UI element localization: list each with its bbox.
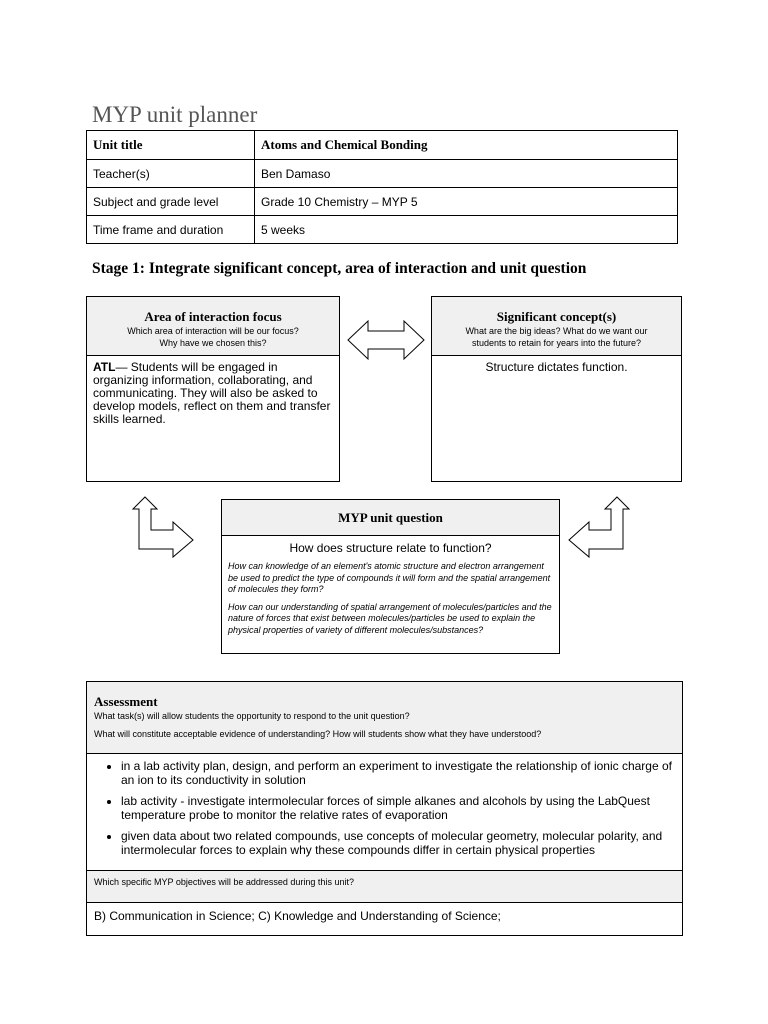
unit-title-label: Unit title [87,131,255,160]
concept-subtitle-2: students to retain for years into the future? [471,338,642,348]
aoi-subtitle-1: Which area of interaction will be our focus? [127,326,299,336]
teacher-value: Ben Damaso [255,160,678,188]
list-item: • in a lab activity plan, design, and perform an experiment to investigate the relationship of ionic charge of an ion to its conductivity in solution [121,760,674,787]
area-of-interaction-box [86,296,340,482]
question-header [222,500,559,536]
concept-subtitle-1: What are the big ideas? What do we want our [465,326,648,336]
unit-question-box [221,499,560,654]
teacher-label: Teacher(s) [87,160,255,188]
table-row [87,188,678,216]
question-title: MYP unit question [338,510,443,525]
aoi-header [87,297,339,356]
aoi-subtitle-2: Why have we chosen this? [159,338,267,348]
double-arrow-icon [346,318,426,362]
subject-label: Subject and grade level [87,188,255,216]
aoi-body [87,356,339,431]
objectives-question: Which specific MYP objectives will be addressed during this unit? [87,870,682,903]
page-title: MYP unit planner [92,102,258,127]
unit-info-table [86,130,678,244]
assessment-question-1: What task(s) will allow students the opportunity to respond to the unit question? [94,711,410,721]
concept-header [432,297,681,356]
subject-value: Grade 10 Chemistry – MYP 5 [255,188,678,216]
assessment-title: Assessment [94,694,158,709]
aoi-title: Area of interaction focus [144,309,282,324]
list-item: • lab activity - investigate intermolecular forces of simple alkanes and alcohols by using the LabQuest temperature probe to monitor the relative rates of evaporation [121,795,674,822]
table-row [87,160,678,188]
table-row [87,216,678,244]
assessment-box [86,681,683,936]
timeframe-value: 5 weeks [255,216,678,244]
list-item: • given data about two related compounds, use concepts of molecular geometry, molecular polarity, and intermolecular forces to explain why these compounds differ in certain physical properties [121,830,674,857]
assessment-question-2: What will constitute acceptable evidence of understanding? How will students show what they have understood? [94,729,542,739]
significant-concept-box [431,296,682,482]
main-question: How does structure relate to function? [289,541,492,555]
assessment-header [87,682,682,754]
stage-heading: Stage 1: Integrate significant concept, area of interaction and unit question [92,260,587,277]
inquiry-question-1: How can knowledge of an element's atomic structure and electron arrangement be used to predict the type of compounds it will form and the spatial arrangement of molecules they form? [228,561,551,594]
assessment-list [87,760,682,857]
inquiry-question-2: How can our understanding of spatial arrangement of molecules/particles and the nature of forces that exist between molecules/particles be used to explain the physical properties of variety of different molecules/substances? [228,601,552,635]
bent-arrow-right-icon [567,495,631,559]
concept-body: Structure dictates function. [485,360,628,374]
timeframe-label: Time frame and duration [87,216,255,244]
aoi-body-lead: ATL [93,360,116,374]
bent-arrow-left-icon [131,495,195,559]
concept-title: Significant concept(s) [496,309,617,324]
table-row [87,131,678,160]
objectives-answer: B) Communication in Science; C) Knowledge and Understanding of Science; [94,909,501,923]
aoi-body-text: — Students will be engaged in organizing information, collaborating, and communicating. They will also be asked to develop models, reflect on them and transfer skills learned. [93,360,331,426]
unit-title-value: Atoms and Chemical Bonding [255,131,678,160]
